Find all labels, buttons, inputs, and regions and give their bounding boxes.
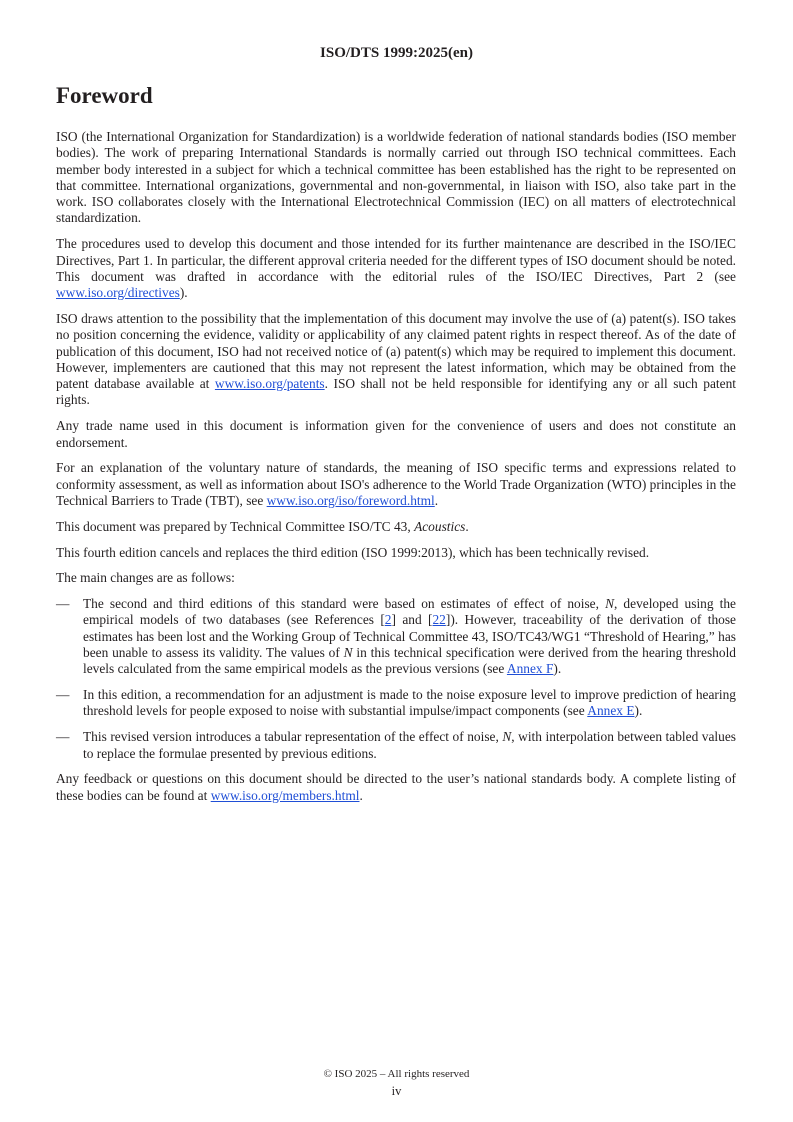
section-title: Foreword xyxy=(56,83,153,108)
text: . xyxy=(465,518,469,534)
paragraph-main-changes-intro: The main changes are as follows: xyxy=(56,570,235,586)
list-item xyxy=(56,729,736,762)
list-item xyxy=(56,596,736,677)
page-footer xyxy=(0,1066,793,1100)
paragraph-feedback xyxy=(56,771,736,804)
text: , with interpolation between tabled values to replace the formulae presented by previous editions. xyxy=(83,729,736,761)
paragraph-voluntary-nature xyxy=(56,460,736,509)
reference-link-2[interactable]: 2 xyxy=(384,612,392,628)
paragraph-patents xyxy=(56,311,736,409)
annex-f-link[interactable]: Annex F xyxy=(506,661,554,677)
foreword-body xyxy=(56,129,736,813)
text: This document was prepared by Technical Committee ISO/TC 43, xyxy=(56,518,415,534)
annex-e-link[interactable]: Annex E xyxy=(587,703,635,719)
text: . xyxy=(359,787,363,803)
text: ). xyxy=(179,285,188,301)
reference-link-22[interactable]: 22 xyxy=(432,612,446,628)
changes-list xyxy=(56,596,736,762)
text: For an explanation of the voluntary nature of standards, the meaning of ISO specific terms and expressions related to conformity assessment, as well as information about ISO's adherence to the World Trade Organization (WTO) principles in the Technical Barriers to Trade (TBT), see xyxy=(56,460,736,508)
text: ]). However, traceability of the derivation of those estimates has been lost and the Working Group of Technical Committee 43, ISO/TC43/WG1 “Threshold of Hearing,” has been unable to assess its validity. The values of xyxy=(83,612,736,661)
patents-link[interactable]: www.iso.org/patents xyxy=(214,376,325,392)
paragraph-procedures xyxy=(56,236,736,301)
page-number: iv xyxy=(391,1084,402,1098)
dash-bullet: — xyxy=(56,729,70,745)
text: This revised version introduces a tabular representation of the effect of noise, xyxy=(83,729,503,745)
text: , developed using the empirical models of two databases (see References [ xyxy=(83,596,736,628)
text: ] and [ xyxy=(391,612,433,628)
text: Any feedback or questions on this document should be directed to the user’s national standards body. A complete listing of these bodies can be found at xyxy=(56,771,736,803)
text: in this technical specification were derived from the hearing threshold levels calculated from the same empirical models as the previous versions (see xyxy=(83,645,736,677)
dash-bullet: — xyxy=(56,596,70,612)
text: . ISO shall not be held responsible for identifying any or all such patent rights. xyxy=(56,376,736,408)
text: The procedures used to develop this document and those intended for its further maintenance are described in the ISO/IEC Directives, Part 1. In particular, the different approval criteria needed for the different types of ISO document should be noted. This document was drafted in accordance with the editorial rules of the ISO/IEC Directives, Part 2 (see xyxy=(56,236,736,284)
symbol-n: N xyxy=(502,729,512,745)
symbol-n: N xyxy=(605,596,614,612)
list-item xyxy=(56,687,736,720)
foreword-link[interactable]: www.iso.org/iso/foreword.html xyxy=(266,492,435,508)
paragraph-prepared-by xyxy=(56,519,736,535)
paragraph-iso-intro: ISO (the International Organization for Standardization) is a worldwide federation of national standards bodies (ISO member bodies). The work of preparing International Standards is normally carried out through ISO technical committees. Each member body interested in a subject for which a technical committee has been established has the right to be represented on that committee. International organizations, governmental and non-governmental, in liaison with ISO, also take part in the work. ISO collaborates closely with the International Electrotechnical Commission (IEC) on all matters of electrotechnical standardization. xyxy=(56,129,736,226)
text: In this edition, a recommendation for an adjustment is made to the noise exposure level to improve prediction of hearing threshold levels for people exposed to noise with substantial impulse/impact components (see xyxy=(83,687,736,719)
symbol-n: N xyxy=(343,645,353,661)
directives-link[interactable]: www.iso.org/directives xyxy=(56,285,180,301)
text: The second and third editions of this standard were based on estimates of effect of noise, xyxy=(83,596,606,612)
text: . xyxy=(434,492,439,508)
paragraph-edition: This fourth edition cancels and replaces the third edition (ISO 1999:2013), which has been technically revised. xyxy=(56,544,650,560)
paragraph-trade-name: Any trade name used in this document is information given for the convenience of users and does not constitute an endorsement. xyxy=(56,418,736,450)
text: ). xyxy=(634,703,643,719)
dash-bullet: — xyxy=(56,687,70,703)
committee-title: Acoustics xyxy=(414,518,466,534)
text: ). xyxy=(553,661,562,677)
copyright-notice: © ISO 2025 – All rights reserved xyxy=(323,1068,470,1080)
document-header: ISO/DTS 1999:2025(en) xyxy=(320,45,473,61)
members-link[interactable]: www.iso.org/members.html xyxy=(210,787,360,803)
text: ISO draws attention to the possibility that the implementation of this document may involve the use of (a) patent(s). ISO takes no position concerning the evidence, validity or applicability of any claimed patent rights in respect thereof. As of the date of publication of this document, ISO had not received notice of (a) patent(s) which may be required to implement this document. However, implementers are cautioned that this may not represent the latest information, which may be obtained from the patent database available at xyxy=(56,310,736,392)
